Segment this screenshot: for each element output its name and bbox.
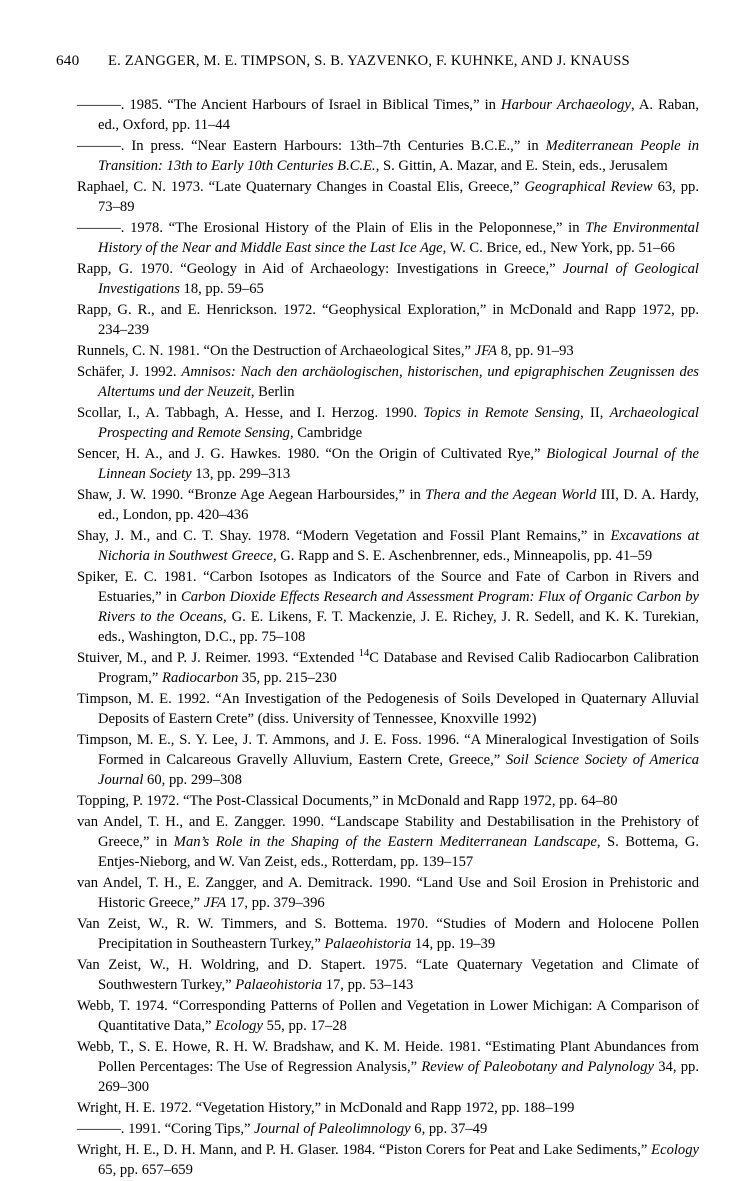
reference-title-italic: Journal of Geological Investigations <box>98 261 699 297</box>
reference-title-italic: Biological Journal of the Linnean Society <box>98 446 699 482</box>
reference-text: 63, pp. 73–89 <box>98 179 699 215</box>
reference-title-italic: JFA <box>474 343 498 359</box>
reference-entry <box>77 137 699 177</box>
reference-title-italic: Harbour Archaeology <box>501 97 631 113</box>
reference-title-italic: Radiocarbon <box>162 669 239 686</box>
reference-title-italic: Thera and the Aegean World <box>425 487 597 504</box>
reference-title-italic: Archaeological Prospecting and Remote Sensing <box>98 405 699 441</box>
reference-title-italic: Ecology <box>651 1141 699 1158</box>
reference-text: 60, pp. 299–308 <box>143 771 242 788</box>
reference-entry <box>77 792 699 812</box>
reference-text: Runnels, C. N. 1981. “On the Destruction of Archaeological Sites,” <box>77 343 475 359</box>
reference-title-italic: Excavations at Nichoria in Southwest Greece <box>98 528 699 564</box>
reference-text: Webb, T., S. E. Howe, R. H. W. Bradshaw, and K. M. Heide. 1981. “Estimating Plant Abundances from Pollen Percentages: The Use of Regression Analysis,” <box>77 1038 699 1075</box>
reference-title-italic: Ecology <box>215 1017 263 1034</box>
reference-text: Rapp, G. R., and E. Henrickson. 1972. “Geophysical Exploration,” in McDonald and Rapp 1972, pp. 234–239 <box>77 302 699 338</box>
reference-text: Rapp, G. 1970. “Geology in Aid of Archaeology: Investigations in Greece,” <box>77 261 563 277</box>
reference-title-italic: Man’s Role in the Shaping of the Eastern Mediterranean Landscape <box>173 833 597 850</box>
reference-title-italic: Review of Paleobotany and Palynology <box>421 1058 654 1075</box>
reference-title-italic: Mediterranean People in Transition: 13th to Early 10th Centuries B.C.E. <box>98 138 699 174</box>
reference-text: ———. 1991. “Coring Tips,” <box>77 1120 255 1137</box>
reference-entry <box>77 96 700 136</box>
reference-text: Scollar, I., A. Tabbagh, A. Hesse, and I. Herzog. 1990. <box>77 405 424 422</box>
page-number: 640 <box>56 52 80 69</box>
reference-text: , II, <box>580 405 610 422</box>
reference-text: Van Zeist, W., H. Woldring, and D. Stapert. 1975. “Late Quaternary Vegetation and Climate of Southwestern Turkey,” <box>77 956 699 993</box>
reference-entry <box>77 1038 699 1098</box>
reference-entry <box>77 486 699 526</box>
reference-text: ———. In press. “Near Eastern Harbours: 13th–7th Centuries B.C.E.,” in <box>77 138 546 154</box>
reference-text: Webb, T. 1974. “Corresponding Patterns of Pollen and Vegetation in Lower Michigan: A Comparison of Quantitative Data,” <box>77 997 699 1034</box>
reference-text: Shaw, J. W. 1990. “Bronze Age Aegean Harboursides,” in <box>77 487 426 504</box>
reference-text: Topping, P. 1972. “The Post-Classical Documents,” in McDonald and Rapp 1972, pp. 64–80 <box>77 792 618 809</box>
reference-text: 65, pp. 657–659 <box>98 1161 193 1178</box>
reference-text: Stuiver, M., and P. J. Reimer. 1993. “Extended <box>77 649 359 666</box>
reference-text: Van Zeist, W., R. W. Timmers, and S. Bottema. 1970. “Studies of Modern and Holocene Pollen Precipitation in Southeastern Turkey,” <box>77 915 699 952</box>
reference-text: ———. 1985. “The Ancient Harbours of Israel in Biblical Times,” in <box>77 97 502 113</box>
reference-title-italic: Palaeohistoria <box>235 976 323 993</box>
reference-entry <box>77 568 699 648</box>
reference-entry <box>77 363 699 403</box>
reference-entry <box>77 956 699 996</box>
reference-text: , G. Rapp and S. E. Aschenbrenner, eds., Minneapolis, pp. 41–59 <box>272 548 653 564</box>
reference-title-italic: JFA <box>203 894 227 911</box>
reference-text: , Cambridge <box>289 425 363 441</box>
reference-title-italic: Amnisos: Nach den archäologischen, historischen, und epigraphischen Zeugnissen des Altertums und der Neuzeit <box>98 364 699 400</box>
reference-text: 8, pp. 91–93 <box>497 343 574 359</box>
reference-entry <box>77 648 699 689</box>
reference-entry <box>77 1120 699 1140</box>
reference-text: , W. C. Brice, ed., New York, pp. 51–66 <box>442 239 675 256</box>
reference-entry <box>77 527 699 567</box>
reference-entry <box>77 342 699 362</box>
reference-text: III, D. A. Hardy, ed., London, pp. 420–436 <box>98 487 699 523</box>
reference-text: 35, pp. 215–230 <box>238 669 337 686</box>
isotope-superscript: 14 <box>358 648 370 660</box>
reference-entry <box>77 404 699 444</box>
reference-text: Spiker, E. C. 1981. “Carbon Isotopes as Indicators of the Source and Fate of Carbon in Rivers and Estuaries,” in <box>77 569 699 605</box>
reference-text: ———. 1978. “The Erosional History of the Plain of Elis in the Peloponnese,” in <box>77 220 586 236</box>
reference-text: 17, pp. 379–396 <box>226 894 325 911</box>
running-head <box>56 52 699 70</box>
reference-text: Raphael, C. N. 1973. “Late Quaternary Changes in Coastal Elis, Greece,” <box>77 179 525 195</box>
reference-title-italic: Journal of Paleolimnology <box>254 1120 411 1137</box>
reference-text: , A. Raban, ed., Oxford, pp. 11–44 <box>98 97 700 133</box>
reference-entry <box>77 445 699 485</box>
reference-text: 14, pp. 19–39 <box>411 935 496 952</box>
reference-text: 13, pp. 299–313 <box>191 466 291 482</box>
reference-text: 6, pp. 37–49 <box>410 1120 488 1137</box>
reference-text: Wright, H. E. 1972. “Vegetation History,” in McDonald and Rapp 1972, pp. 188–199 <box>77 1099 575 1116</box>
reference-entry <box>77 874 699 914</box>
reference-entry <box>77 301 699 341</box>
reference-list <box>56 96 699 1181</box>
reference-text: 18, pp. 59–65 <box>179 280 264 297</box>
reference-entry <box>77 731 699 791</box>
reference-entry <box>77 219 700 259</box>
reference-text: van Andel, T. H., E. Zangger, and A. Demitrack. 1990. “Land Use and Soil Erosion in Prehistoric and Historic Greece,” <box>77 874 699 911</box>
reference-title-italic: Topics in Remote Sensing <box>423 405 581 422</box>
reference-text: , G. E. Likens, F. T. Mackenzie, J. E. Richey, J. R. Sedell, and K. K. Turekian, eds., Washington, D.C., pp. 75–108 <box>98 608 699 645</box>
reference-entry <box>77 915 699 955</box>
reference-text: C Database and Revised Calib Radiocarbon Calibration Program,” <box>98 649 699 686</box>
reference-text: 17, pp. 53–143 <box>322 976 414 993</box>
reference-text: Timpson, M. E., S. Y. Lee, J. T. Ammons, and J. E. Foss. 1996. “A Mineralogical Investigation of Soils Formed in Calcareous Gravelly Alluvium, Eastern Crete, Greece,” <box>77 731 699 768</box>
reference-text: van Andel, T. H., and E. Zangger. 1990. “Landscape Stability and Destabilisation in the Prehistory of Greece,” in <box>77 813 699 850</box>
reference-entry <box>77 690 699 730</box>
reference-entry <box>77 813 700 873</box>
running-head-authors: E. ZANGGER, M. E. TIMPSON, S. B. YAZVENKO, F. KUHNKE, AND J. KNAUSS <box>108 53 630 69</box>
reference-title-italic: Carbon Dioxide Effects Research and Assessment Program: Flux of Organic Carbon by Rivers to the Oceans <box>98 589 699 625</box>
reference-title-italic: Geographical Review <box>524 179 653 195</box>
reference-text: Shay, J. M., and C. T. Shay. 1978. “Modern Vegetation and Fossil Plant Remains,” in <box>77 528 611 545</box>
reference-text: , S. Gittin, A. Mazar, and E. Stein, eds., Jerusalem <box>375 157 668 174</box>
reference-entry <box>77 1141 699 1181</box>
reference-text: 34, pp. 269–300 <box>98 1058 699 1095</box>
reference-text: Sencer, H. A., and J. G. Hawkes. 1980. “On the Origin of Cultivated Rye,” <box>77 446 547 463</box>
reference-text: Timpson, M. E. 1992. “An Investigation of the Pedogenesis of Soils Developed in Quaternary Alluvial Deposits of Eastern Crete” (diss. University of Tennessee, Knoxville 1992) <box>77 690 699 727</box>
reference-text: , Berlin <box>250 384 295 400</box>
reference-title-italic: Soil Science Society of America Journal <box>98 751 699 788</box>
reference-title-italic: The Environmental History of the Near and Middle East since the Last Ice Age <box>98 220 700 256</box>
reference-text: 55, pp. 17–28 <box>262 1017 347 1034</box>
reference-entry <box>77 178 699 218</box>
reference-text: Wright, H. E., D. H. Mann, and P. H. Glaser. 1984. “Piston Corers for Peat and Lake Sediments,” <box>77 1141 652 1158</box>
reference-entry <box>77 997 699 1037</box>
reference-entry <box>77 1099 699 1119</box>
reference-text: Schäfer, J. 1992. <box>77 364 182 381</box>
reference-title-italic: Palaeohistoria <box>324 935 412 952</box>
reference-entry <box>77 260 699 300</box>
reference-text: , S. Bottema, G. Entjes-Nieborg, and W. Van Zeist, eds., Rotterdam, pp. 139–157 <box>98 833 700 870</box>
